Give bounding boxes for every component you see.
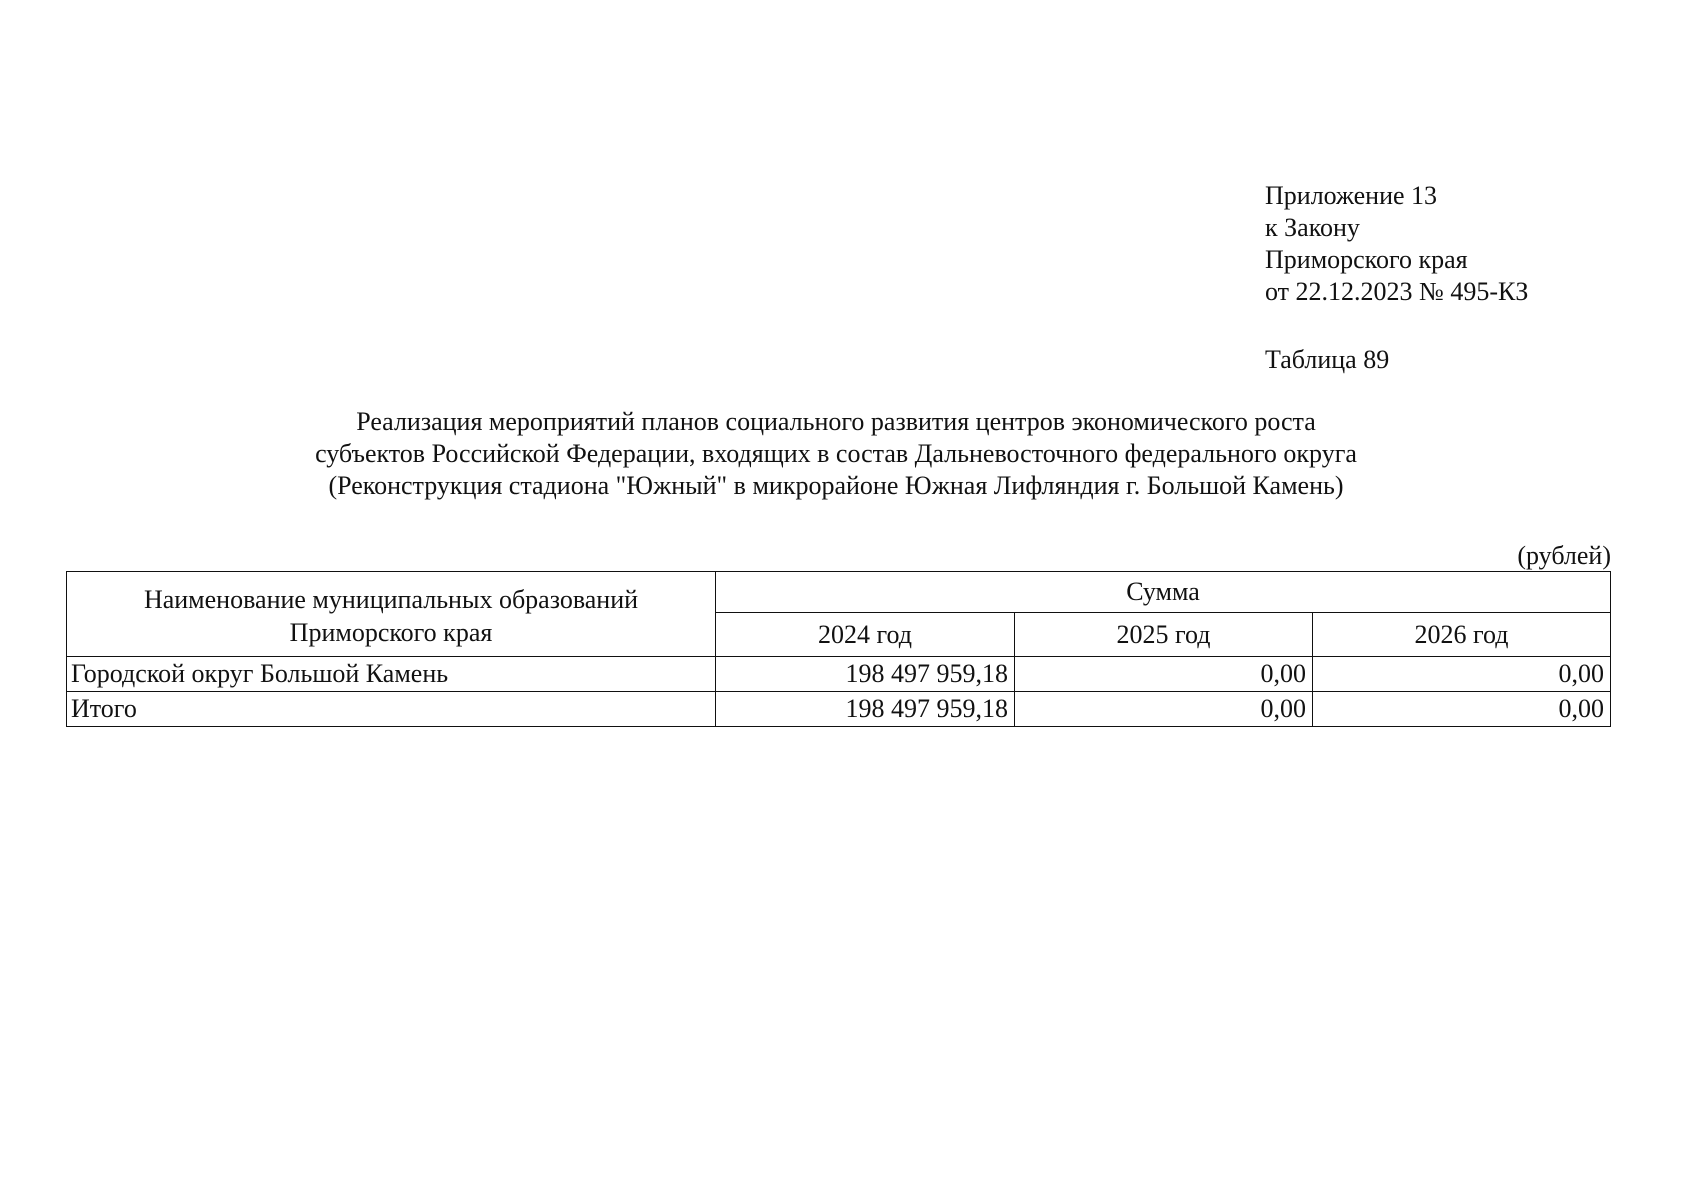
title-line-2: субъектов Российской Федерации, входящих в состав Дальневосточного федерального округа (315, 439, 1357, 468)
table-total-row (67, 692, 1611, 727)
header-municipality (67, 572, 716, 657)
header-municipality-line-1: Наименование муниципальных образований (143, 585, 639, 614)
title-line-3: (Реконструкция стадиона "Южный" в микрорайоне Южная Лифляндия г. Большой Камень) (328, 471, 1344, 500)
units-label: (рублей) (1517, 541, 1611, 570)
budget-table (66, 571, 1611, 727)
title-line-1: Реализация мероприятий планов социального развития центров экономического роста (356, 407, 1316, 436)
table-row (67, 657, 1611, 692)
total-value-2024: 198 497 959,18 (716, 692, 1015, 727)
total-value-2026: 0,00 (1313, 692, 1611, 727)
appendix-line-3: Приморского края (1265, 245, 1468, 274)
header-year-2026: 2026 год (1313, 613, 1611, 657)
table-number: Таблица 89 (1265, 345, 1390, 374)
header-year-2024: 2024 год (716, 613, 1015, 657)
appendix-line-2: к Закону (1265, 213, 1360, 242)
row-value-2024: 198 497 959,18 (716, 657, 1015, 692)
header-municipality-line-2: Приморского края (289, 618, 493, 647)
table-header-row-1 (67, 572, 1611, 613)
row-municipality-name: Городской округ Большой Камень (67, 657, 716, 692)
appendix-block (1265, 180, 1528, 308)
appendix-line-4: от 22.12.2023 № 495-КЗ (1265, 277, 1529, 306)
row-value-2026: 0,00 (1313, 657, 1611, 692)
total-value-2025: 0,00 (1015, 692, 1313, 727)
row-value-2025: 0,00 (1015, 657, 1313, 692)
header-year-2025: 2025 год (1015, 613, 1313, 657)
appendix-line-1: Приложение 13 (1265, 181, 1438, 210)
total-label: Итого (67, 692, 716, 727)
document-title (66, 406, 1606, 502)
header-sum: Сумма (716, 572, 1611, 613)
